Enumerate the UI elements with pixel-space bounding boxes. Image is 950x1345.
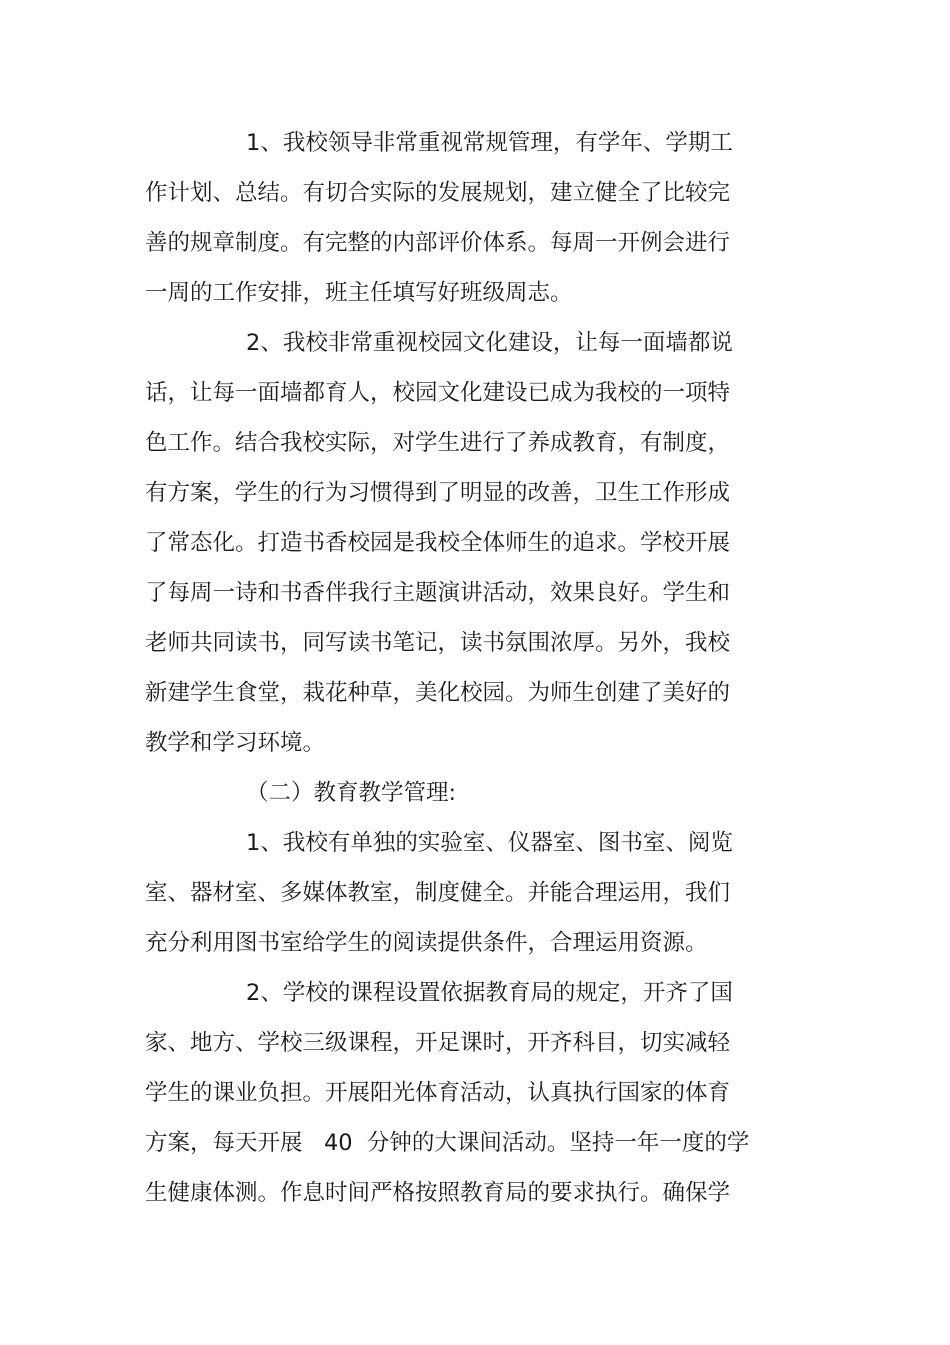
paragraph-4-line-2: 家、地方、学校三级课程，开足课时，开齐科目，切实减轻 — [145, 1030, 731, 1056]
paragraph-2-line-6: 了每周一诗和书香伴我行主题演讲活动，效果良好。学生和 — [145, 580, 731, 606]
paragraph-3-line-2: 室、器材室、多媒体教室，制度健全。并能合理运用，我们 — [145, 880, 731, 906]
paragraph-4-line-5: 生健康体测。作息时间严格按照教育局的要求执行。确保学 — [145, 1180, 731, 1206]
paragraph-2-line-9: 教学和学习环境。 — [145, 730, 326, 756]
paragraph-1-line-2: 作计划、总结。有切合实际的发展规划，建立健全了比较完 — [145, 180, 731, 206]
paragraph-2-line-4: 有方案，学生的行为习惯得到了明显的改善，卫生工作形成 — [145, 480, 731, 506]
paragraph-1-line-3: 善的规章制度。有完整的内部评价体系。每周一开例会进行 — [145, 230, 731, 256]
paragraph-2-line-2: 话，让每一面墙都育人，校园文化建设已成为我校的一项特 — [145, 380, 731, 406]
section-heading: （二）教育教学管理: — [246, 780, 457, 806]
paragraph-2-line-5: 了常态化。打造书香校园是我校全体师生的追求。学校开展 — [145, 530, 731, 556]
paragraph-2-line-8: 新建学生食堂，栽花种草，美化校园。为师生创建了美好的 — [145, 680, 731, 706]
paragraph-4-line-4: 方案，每天开展 40 分钟的大课间活动。坚持一年一度的学 — [145, 1130, 750, 1156]
paragraph-1-line-1: 1、我校领导非常重视常规管理，有学年、学期工 — [246, 130, 733, 156]
paragraph-3-line-1: 1、我校有单独的实验室、仪器室、图书室、阅览 — [246, 830, 733, 856]
paragraph-2-line-7: 老师共同读书，同写读书笔记，读书氛围浓厚。另外，我校 — [145, 630, 731, 656]
paragraph-2-line-3: 色工作。结合我校实际，对学生进行了养成教育，有制度， — [145, 430, 731, 456]
paragraph-4-line-1: 2、学校的课程设置依据教育局的规定，开齐了国 — [246, 980, 733, 1006]
paragraph-3-line-3: 充分利用图书室给学生的阅读提供条件，合理运用资源。 — [145, 930, 708, 956]
paragraph-2-line-1: 2、我校非常重视校园文化建设，让每一面墙都说 — [246, 330, 733, 356]
paragraph-1-line-4: 一周的工作安排，班主任填写好班级周志。 — [145, 280, 573, 306]
paragraph-4-line-3: 学生的课业负担。开展阳光体育活动，认真执行国家的体育 — [145, 1080, 731, 1106]
